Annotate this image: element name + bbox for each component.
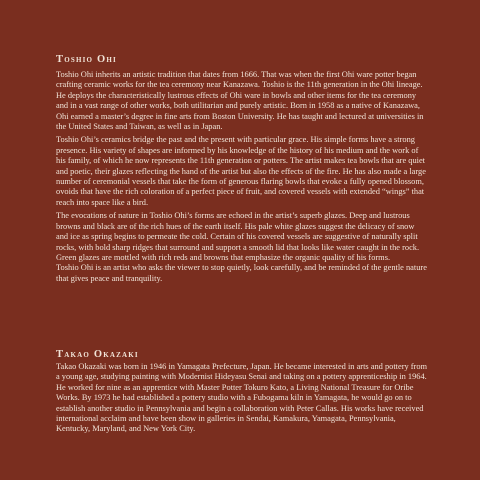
paragraph: Toshio Ohi is an artist who asks the viewer to stop quietly, look carefully, and be reminded of the gentle nature that gives peace and tranquility. — [56, 263, 427, 283]
document-page — [56, 0, 428, 480]
paragraph: Toshio Ohi’s ceramics bridge the past and the present with particular grace. His simple forms have a strong presence. His variety of shapes are informed by his knowledge of the history of his medium and the work of his family, of which he now represents the 11th generation or potters. The artist makes tea bowls that are quiet and poetic, their glazes reflecting the hand of the artist but also the effects of the fire. He has also made a large number of ceremonial vessels that take the form of generous flaring bowls that evoke a fully opened blossom, ovoids that have the rich coloration of a perfect piece of fruit, and covered vessels with extended “wings” that reach into space like a bird. — [56, 135, 426, 207]
paragraph: The evocations of nature in Toshio Ohi’s forms are echoed in the artist’s superb glazes. Deep and lustrous browns and black are of the rich hues of the earth itself. His pale white glazes suggest the delicacy of snow and ice as spring begins to permeate the cold. Certain of his covered vessels are suggestive of naturally split rocks, with bold sharp ridges that surround and support a smooth lid that looks like water caught in the rock. Green glazes are mottled with rich reds and browns that emphasize the organic quality of his forms. — [56, 211, 420, 262]
paragraph: Toshio Ohi inherits an artistic tradition that dates from 1666. That was when the first Ohi ware potter began crafting ceramic works for the tea ceremony near Kanazawa. Toshio is the 11th generation in the Ohi lineage. He deploys the characteristically lustrous effects of Ohi ware in bowls and other items for the tea ceremony and in a vast range of other works, both utilitarian and purely artistic. Born in 1958 as a native of Kanazawa, Ohi earned a master’s degree in fine arts from Boston University. He has taught and lectured at universities in the United States and Taiwan, as well as in Japan. — [56, 70, 424, 132]
section-title-toshio-ohi: Toshio Ohi — [56, 54, 117, 65]
paragraph: Takao Okazaki was born in 1946 in Yamagata Prefecture, Japan. He became interested in arts and pottery from a young age, studying painting with Modernist Hideyasu Senai and taking on a pottery apprenticeship in 1964. He worked for nine as an apprentice with Master Potter Tokuro Kato, a Living National Treasure for Oribe Works. By 1973 he had established a pottery studio with a Fubogama kiln in Yamagata, he would go on to establish another studio in Pennsylvania and begin a collaboration with Peter Callas. His works have received international acclaim and have been show in galleries in Sendai, Kamakura, Yamagata, Pennsylvania, Kentucky, Maryland, and New York City. — [56, 362, 428, 434]
section-title-takao-okazaki: Takao Okazaki — [56, 349, 139, 360]
section-body-takao-okazaki — [56, 362, 428, 438]
section-body-toshio-ohi — [56, 70, 428, 287]
